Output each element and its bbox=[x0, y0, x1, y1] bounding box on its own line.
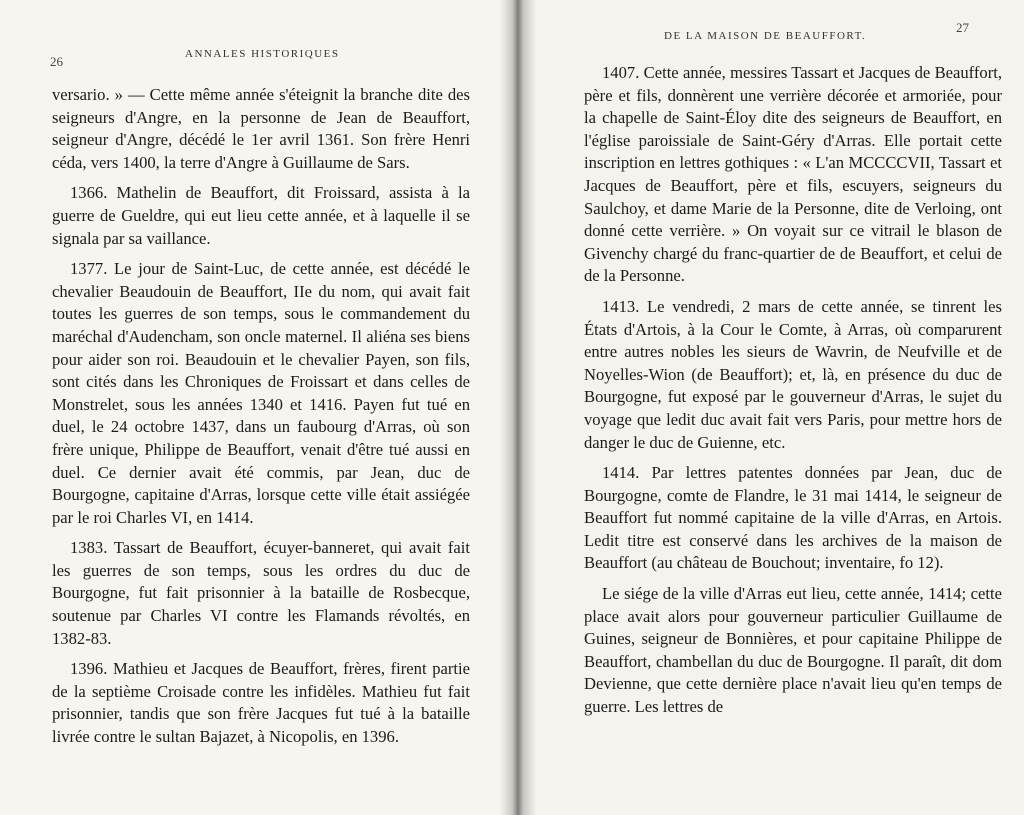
paragraph: 1407. Cette année, messires Tassart et Jacques de Beauffort, père et fils, donnèrent une verrière décorée et armoriée, pour la chapelle de Saint-Éloy dite des seigneurs de Beauffort, en l'église paroissiale de Saint-Géry d'Arras. Elle portait cette inscription en lettres gothiques : « L'an MCCCCVII, Tassart et Jacques de Beauffort, père et fils, escuyers, seigneurs du Saulchoy, et dame Marie de la Personne, dite de Verloing, ont donné cette verrière. » On voyait sur ce vitrail le blason de Givenchy chargé du franc-quartier de de Beauffort, et celui de de la Personne. bbox=[584, 63, 1002, 286]
right-page bbox=[512, 0, 1024, 815]
page-body bbox=[584, 62, 1002, 727]
paragraph: 1366. Mathelin de Beauffort, dit Froissard, assista à la guerre de Gueldre, qui eut lieu cette année, et à laquelle il se signala par sa vaillance. bbox=[52, 183, 470, 248]
paragraph: 1377. Le jour de Saint-Luc, de cette année, est décédé le chevalier Beaudouin de Beauffort, IIe du nom, qui avait fait toutes les guerres de son temps, sous le commandement du maréchal d'Audencham, son oncle maternel. Il aliéna ses biens pour aider son roi. Beaudouin et le chevalier Payen, son fils, sont cités dans les Chroniques de Froissart et dans celles de Monstrelet, sous les années 1340 et 1416. Payen fut tué en duel, le 24 octobre 1437, dans un faubourg d'Arras, où son frère unique, Philippe de Beauffort, venait d'être tué aussi en duel. Ce dernier avait été commis, par Jean, duc de Bourgogne, capitaine d'Arras, lorsque cette ville était assiégée par le roi Charles VI, en 1414. bbox=[52, 259, 470, 527]
page-body bbox=[52, 84, 470, 757]
page-number: 27 bbox=[956, 20, 969, 35]
paragraph: 1383. Tassart de Beauffort, écuyer-banneret, qui avait fait les guerres de son temps, sous les ordres du duc de Bourgogne, fut fait prisonnier à la bataille de Rosbecque, soutenue par Charles VI contre les Flamands révoltés, en 1382-83. bbox=[52, 538, 470, 648]
book-gutter bbox=[500, 0, 536, 815]
running-head: ANNALES HISTORIQUES bbox=[185, 48, 340, 60]
running-head: DE LA MAISON DE BEAUFFORT. bbox=[664, 30, 867, 42]
paragraph: 1413. Le vendredi, 2 mars de cette année, se tinrent les États d'Artois, à la Cour le Comte, à Arras, où comparurent entre autres nobles les sieurs de Wavrin, de Neufville et de Noyelles-Wion (de Beauffort); et, là, en présence du duc de Bourgogne, fut exposé par le gouverneur d'Arras, le sujet du voyage que ledit duc avait fait vers Paris, pour mettre hors de danger le duc de Guienne, etc. bbox=[584, 296, 1002, 452]
paragraph: versario. » — Cette même année s'éteignit la branche dite des seigneurs d'Angre, en la personne de Jean de Beauffort, seigneur d'Angre, décédé le 1er avril 1361. Son frère Henri céda, vers 1400, la terre d'Angre à Guillaume de Sars. bbox=[52, 85, 470, 172]
paragraph: Le siége de la ville d'Arras eut lieu, cette année, 1414; cette place avait alors pour gouverneur particulier Guillaume de Guines, seigneur de Bonnières, et pour capitaine Philippe de Beauffort, chambellan du duc de Bourgogne. Il paraît, dit dom Devienne, que cette dernière place n'avait lieu qu'en temps de guerre. Les lettres de bbox=[584, 584, 1002, 717]
paragraph: 1414. Par lettres patentes données par Jean, duc de Bourgogne, comte de Flandre, le 31 mai 1414, le seigneur de Beauffort fut nommé capitaine de la ville d'Arras, en Artois. Ledit titre est conservé dans les archives de la maison de Beauffort (au château de Bouchout; inventaire, fo 12). bbox=[584, 463, 1002, 573]
paragraph: 1396. Mathieu et Jacques de Beauffort, frères, firent partie de la septième Croisade contre les infidèles. Mathieu fut fait prisonnier, tandis que son frère Jacques fut tué à la bataille livrée contre le sultan Bajazet, à Nicopolis, en 1396. bbox=[52, 659, 470, 747]
page-number: 26 bbox=[50, 54, 63, 69]
